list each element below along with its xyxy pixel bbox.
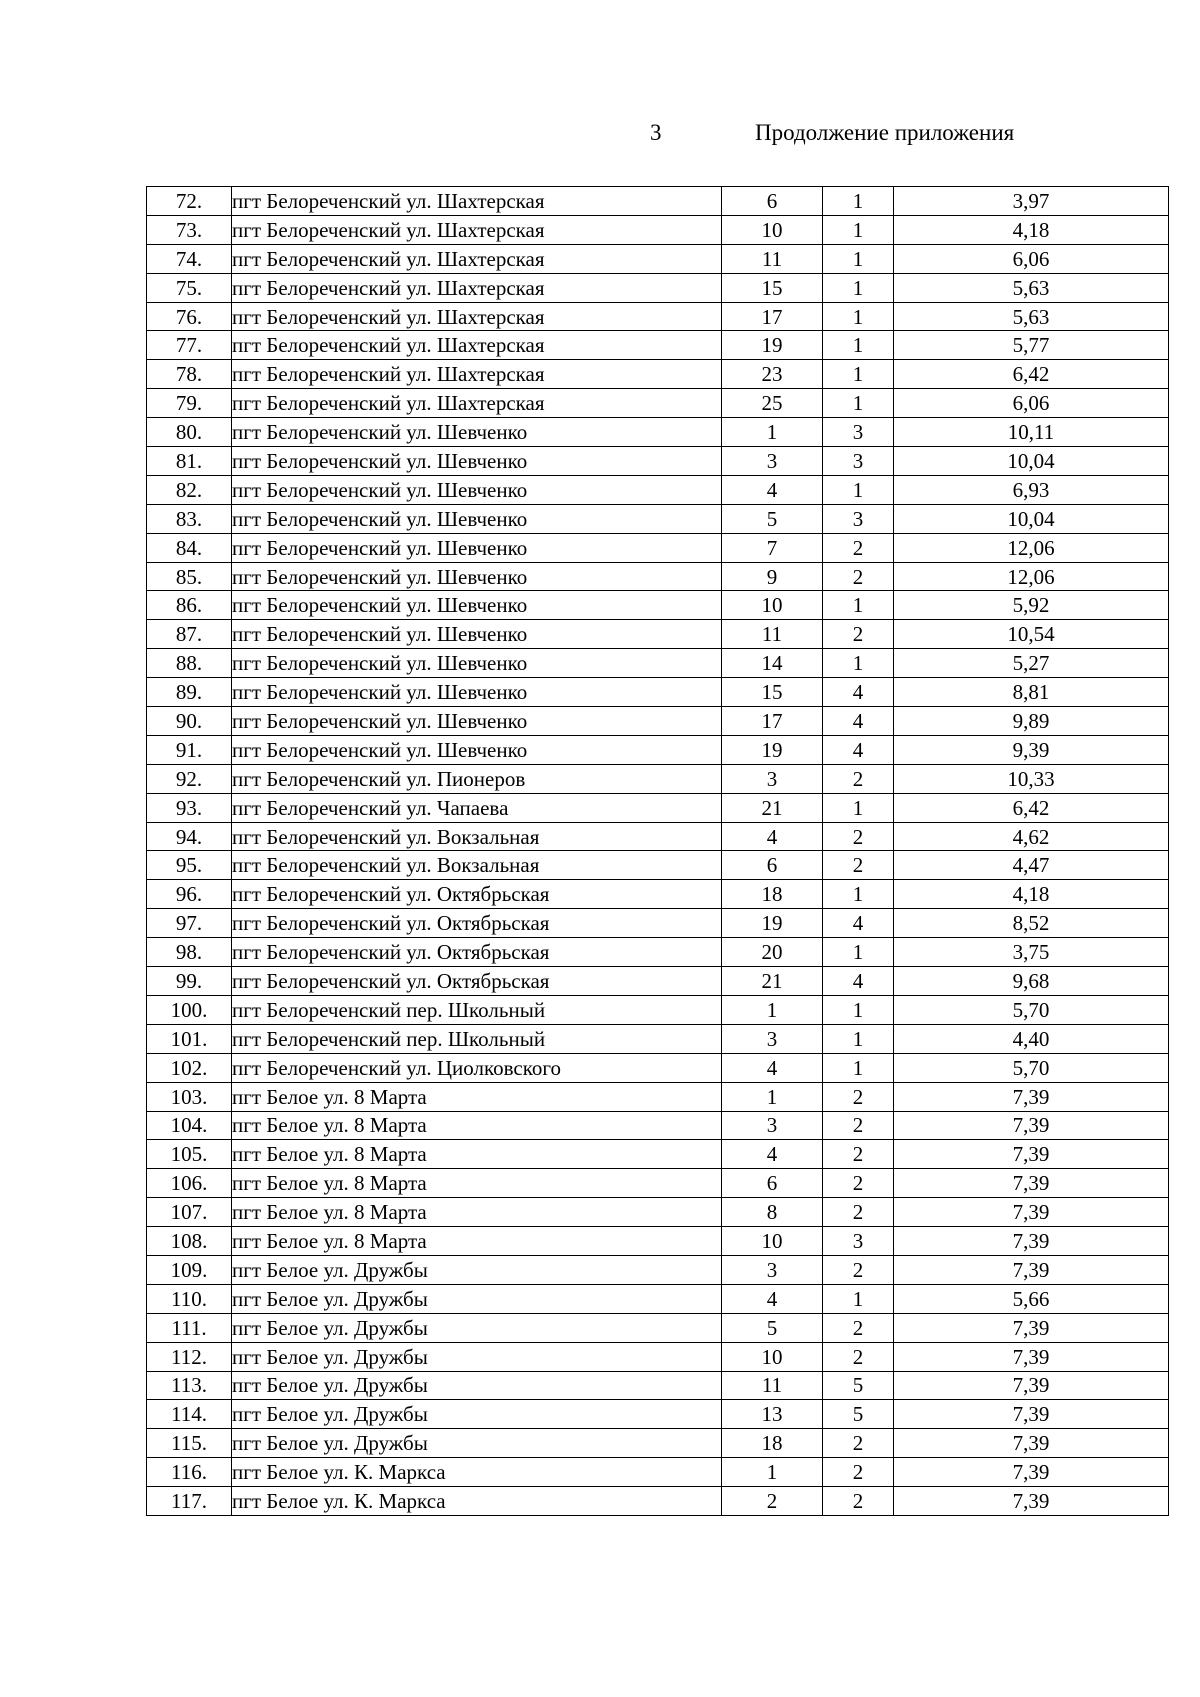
address-cell: пгт Белое ул. К. Маркса (232, 1458, 722, 1487)
table-row (147, 1284, 1169, 1313)
value-cell: 7,39 (894, 1140, 1169, 1169)
count-cell: 5 (823, 1371, 894, 1400)
table-row (147, 1255, 1169, 1284)
table-row (147, 302, 1169, 331)
count-cell: 1 (823, 793, 894, 822)
row-number-cell: 86. (147, 591, 232, 620)
house-number-cell: 3 (722, 1024, 823, 1053)
data-table (146, 186, 1169, 1516)
value-cell: 3,97 (894, 187, 1169, 216)
count-cell: 2 (823, 1487, 894, 1516)
value-cell: 7,39 (894, 1371, 1169, 1400)
value-cell: 7,39 (894, 1082, 1169, 1111)
address-cell: пгт Белореченский ул. Чапаева (232, 793, 722, 822)
house-number-cell: 1 (722, 1458, 823, 1487)
house-number-cell: 17 (722, 707, 823, 736)
count-cell: 1 (823, 880, 894, 909)
house-number-cell: 4 (722, 1284, 823, 1313)
count-cell: 1 (823, 1053, 894, 1082)
table-row (147, 793, 1169, 822)
table-row (147, 909, 1169, 938)
address-cell: пгт Белореченский ул. Октябрьская (232, 967, 722, 996)
count-cell: 2 (823, 1313, 894, 1342)
address-cell: пгт Белореченский ул. Циолковского (232, 1053, 722, 1082)
value-cell: 9,68 (894, 967, 1169, 996)
value-cell: 5,66 (894, 1284, 1169, 1313)
value-cell: 5,63 (894, 273, 1169, 302)
row-number-cell: 90. (147, 707, 232, 736)
table-row (147, 735, 1169, 764)
table-row (147, 215, 1169, 244)
value-cell: 7,39 (894, 1198, 1169, 1227)
address-cell: пгт Белореченский ул. Октябрьская (232, 909, 722, 938)
count-cell: 2 (823, 620, 894, 649)
table-row (147, 244, 1169, 273)
address-cell: пгт Белореченский ул. Шевченко (232, 533, 722, 562)
value-cell: 4,47 (894, 851, 1169, 880)
house-number-cell: 5 (722, 1313, 823, 1342)
row-number-cell: 116. (147, 1458, 232, 1487)
row-number-cell: 113. (147, 1371, 232, 1400)
row-number-cell: 78. (147, 360, 232, 389)
row-number-cell: 107. (147, 1198, 232, 1227)
row-number-cell: 83. (147, 504, 232, 533)
row-number-cell: 75. (147, 273, 232, 302)
house-number-cell: 11 (722, 244, 823, 273)
row-number-cell: 104. (147, 1111, 232, 1140)
value-cell: 7,39 (894, 1400, 1169, 1429)
value-cell: 6,42 (894, 793, 1169, 822)
house-number-cell: 10 (722, 1342, 823, 1371)
row-number-cell: 95. (147, 851, 232, 880)
address-cell: пгт Белореченский ул. Шевченко (232, 418, 722, 447)
table-row (147, 1429, 1169, 1458)
house-number-cell: 1 (722, 1082, 823, 1111)
table-body (147, 187, 1169, 1516)
value-cell: 6,06 (894, 389, 1169, 418)
value-cell: 5,92 (894, 591, 1169, 620)
value-cell: 5,70 (894, 1053, 1169, 1082)
value-cell: 9,89 (894, 707, 1169, 736)
house-number-cell: 14 (722, 649, 823, 678)
count-cell: 3 (823, 504, 894, 533)
table-row (147, 475, 1169, 504)
count-cell: 4 (823, 678, 894, 707)
house-number-cell: 6 (722, 187, 823, 216)
value-cell: 10,04 (894, 504, 1169, 533)
table-row (147, 1487, 1169, 1516)
table-row (147, 649, 1169, 678)
value-cell: 10,54 (894, 620, 1169, 649)
count-cell: 1 (823, 389, 894, 418)
house-number-cell: 6 (722, 851, 823, 880)
table-row (147, 418, 1169, 447)
address-cell: пгт Белореченский пер. Школьный (232, 995, 722, 1024)
count-cell: 2 (823, 1198, 894, 1227)
table-row (147, 1024, 1169, 1053)
row-number-cell: 111. (147, 1313, 232, 1342)
count-cell: 1 (823, 649, 894, 678)
table-row (147, 1342, 1169, 1371)
count-cell: 1 (823, 591, 894, 620)
count-cell: 1 (823, 1284, 894, 1313)
table-row (147, 504, 1169, 533)
count-cell: 2 (823, 764, 894, 793)
house-number-cell: 11 (722, 620, 823, 649)
address-cell: пгт Белореченский ул. Шахтерская (232, 187, 722, 216)
house-number-cell: 4 (722, 1140, 823, 1169)
row-number-cell: 77. (147, 331, 232, 360)
house-number-cell: 17 (722, 302, 823, 331)
table-row (147, 1053, 1169, 1082)
address-cell: пгт Белое ул. Дружбы (232, 1284, 722, 1313)
value-cell: 4,62 (894, 822, 1169, 851)
row-number-cell: 84. (147, 533, 232, 562)
address-cell: пгт Белое ул. К. Маркса (232, 1487, 722, 1516)
row-number-cell: 101. (147, 1024, 232, 1053)
value-cell: 3,75 (894, 938, 1169, 967)
house-number-cell: 15 (722, 678, 823, 707)
address-cell: пгт Белореченский ул. Октябрьская (232, 880, 722, 909)
table-row (147, 678, 1169, 707)
house-number-cell: 10 (722, 215, 823, 244)
value-cell: 12,06 (894, 533, 1169, 562)
table-row (147, 707, 1169, 736)
address-cell: пгт Белое ул. Дружбы (232, 1313, 722, 1342)
value-cell: 5,70 (894, 995, 1169, 1024)
table-row (147, 447, 1169, 476)
count-cell: 1 (823, 938, 894, 967)
address-cell: пгт Белое ул. 8 Марта (232, 1111, 722, 1140)
value-cell: 6,06 (894, 244, 1169, 273)
house-number-cell: 18 (722, 1429, 823, 1458)
row-number-cell: 79. (147, 389, 232, 418)
table-row (147, 1371, 1169, 1400)
count-cell: 4 (823, 967, 894, 996)
row-number-cell: 117. (147, 1487, 232, 1516)
table-row (147, 995, 1169, 1024)
house-number-cell: 5 (722, 504, 823, 533)
table-row (147, 562, 1169, 591)
page-caption: Продолжение приложения (755, 120, 1015, 145)
table-row (147, 1140, 1169, 1169)
value-cell: 6,42 (894, 360, 1169, 389)
row-number-cell: 93. (147, 793, 232, 822)
table-row (147, 851, 1169, 880)
count-cell: 1 (823, 215, 894, 244)
row-number-cell: 99. (147, 967, 232, 996)
house-number-cell: 18 (722, 880, 823, 909)
address-cell: пгт Белореченский ул. Шахтерская (232, 244, 722, 273)
table-row (147, 273, 1169, 302)
value-cell: 7,39 (894, 1313, 1169, 1342)
count-cell: 1 (823, 995, 894, 1024)
table-row (147, 880, 1169, 909)
house-number-cell: 15 (722, 273, 823, 302)
count-cell: 1 (823, 331, 894, 360)
value-cell: 5,27 (894, 649, 1169, 678)
row-number-cell: 89. (147, 678, 232, 707)
count-cell: 2 (823, 1429, 894, 1458)
house-number-cell: 25 (722, 389, 823, 418)
address-cell: пгт Белореченский ул. Шевченко (232, 591, 722, 620)
address-cell: пгт Белореченский ул. Вокзальная (232, 822, 722, 851)
house-number-cell: 9 (722, 562, 823, 591)
address-cell: пгт Белореченский пер. Школьный (232, 1024, 722, 1053)
value-cell: 5,63 (894, 302, 1169, 331)
house-number-cell: 11 (722, 1371, 823, 1400)
row-number-cell: 112. (147, 1342, 232, 1371)
house-number-cell: 1 (722, 418, 823, 447)
house-number-cell: 3 (722, 1255, 823, 1284)
count-cell: 2 (823, 1082, 894, 1111)
value-cell: 7,39 (894, 1169, 1169, 1198)
row-number-cell: 80. (147, 418, 232, 447)
row-number-cell: 85. (147, 562, 232, 591)
house-number-cell: 4 (722, 475, 823, 504)
house-number-cell: 3 (722, 1111, 823, 1140)
count-cell: 4 (823, 909, 894, 938)
address-cell: пгт Белореченский ул. Шевченко (232, 562, 722, 591)
address-cell: пгт Белое ул. 8 Марта (232, 1082, 722, 1111)
count-cell: 2 (823, 1255, 894, 1284)
value-cell: 8,81 (894, 678, 1169, 707)
row-number-cell: 82. (147, 475, 232, 504)
count-cell: 2 (823, 562, 894, 591)
house-number-cell: 19 (722, 735, 823, 764)
address-cell: пгт Белое ул. Дружбы (232, 1255, 722, 1284)
house-number-cell: 2 (722, 1487, 823, 1516)
address-cell: пгт Белореченский ул. Октябрьская (232, 938, 722, 967)
house-number-cell: 6 (722, 1169, 823, 1198)
house-number-cell: 13 (722, 1400, 823, 1429)
table-row (147, 187, 1169, 216)
table-row (147, 1313, 1169, 1342)
row-number-cell: 109. (147, 1255, 232, 1284)
row-number-cell: 114. (147, 1400, 232, 1429)
address-cell: пгт Белореченский ул. Шахтерская (232, 360, 722, 389)
table-row (147, 533, 1169, 562)
row-number-cell: 98. (147, 938, 232, 967)
address-cell: пгт Белореченский ул. Шевченко (232, 504, 722, 533)
house-number-cell: 23 (722, 360, 823, 389)
count-cell: 3 (823, 1227, 894, 1256)
address-cell: пгт Белореченский ул. Шахтерская (232, 389, 722, 418)
table-row (147, 764, 1169, 793)
value-cell: 12,06 (894, 562, 1169, 591)
address-cell: пгт Белое ул. 8 Марта (232, 1140, 722, 1169)
count-cell: 3 (823, 418, 894, 447)
count-cell: 2 (823, 822, 894, 851)
address-cell: пгт Белое ул. 8 Марта (232, 1169, 722, 1198)
value-cell: 7,39 (894, 1429, 1169, 1458)
house-number-cell: 3 (722, 764, 823, 793)
count-cell: 1 (823, 244, 894, 273)
address-cell: пгт Белореченский ул. Шевченко (232, 678, 722, 707)
value-cell: 7,39 (894, 1227, 1169, 1256)
row-number-cell: 110. (147, 1284, 232, 1313)
row-number-cell: 91. (147, 735, 232, 764)
table-row (147, 331, 1169, 360)
house-number-cell: 10 (722, 591, 823, 620)
row-number-cell: 81. (147, 447, 232, 476)
house-number-cell: 8 (722, 1198, 823, 1227)
address-cell: пгт Белореченский ул. Шевченко (232, 620, 722, 649)
row-number-cell: 96. (147, 880, 232, 909)
address-cell: пгт Белореченский ул. Шевченко (232, 447, 722, 476)
row-number-cell: 92. (147, 764, 232, 793)
value-cell: 8,52 (894, 909, 1169, 938)
count-cell: 2 (823, 1342, 894, 1371)
value-cell: 10,33 (894, 764, 1169, 793)
row-number-cell: 74. (147, 244, 232, 273)
table-row (147, 1082, 1169, 1111)
count-cell: 1 (823, 360, 894, 389)
count-cell: 1 (823, 302, 894, 331)
house-number-cell: 21 (722, 967, 823, 996)
address-cell: пгт Белореченский ул. Шевченко (232, 475, 722, 504)
value-cell: 7,39 (894, 1255, 1169, 1284)
row-number-cell: 94. (147, 822, 232, 851)
address-cell: пгт Белореченский ул. Шевченко (232, 649, 722, 678)
table-row (147, 1227, 1169, 1256)
value-cell: 6,93 (894, 475, 1169, 504)
value-cell: 5,77 (894, 331, 1169, 360)
count-cell: 4 (823, 707, 894, 736)
value-cell: 7,39 (894, 1487, 1169, 1516)
value-cell: 10,11 (894, 418, 1169, 447)
row-number-cell: 88. (147, 649, 232, 678)
row-number-cell: 108. (147, 1227, 232, 1256)
address-cell: пгт Белое ул. Дружбы (232, 1371, 722, 1400)
row-number-cell: 115. (147, 1429, 232, 1458)
table-row (147, 1198, 1169, 1227)
count-cell: 1 (823, 187, 894, 216)
value-cell: 7,39 (894, 1111, 1169, 1140)
table-row (147, 591, 1169, 620)
count-cell: 2 (823, 1140, 894, 1169)
row-number-cell: 72. (147, 187, 232, 216)
row-number-cell: 106. (147, 1169, 232, 1198)
address-cell: пгт Белореченский ул. Шевченко (232, 735, 722, 764)
count-cell: 5 (823, 1400, 894, 1429)
table-row (147, 967, 1169, 996)
count-cell: 2 (823, 533, 894, 562)
address-cell: пгт Белое ул. Дружбы (232, 1400, 722, 1429)
address-cell: пгт Белореченский ул. Вокзальная (232, 851, 722, 880)
count-cell: 1 (823, 475, 894, 504)
address-cell: пгт Белореченский ул. Шахтерская (232, 273, 722, 302)
table-row (147, 389, 1169, 418)
address-cell: пгт Белореченский ул. Шахтерская (232, 215, 722, 244)
count-cell: 1 (823, 273, 894, 302)
value-cell: 10,04 (894, 447, 1169, 476)
table-row (147, 620, 1169, 649)
value-cell: 7,39 (894, 1342, 1169, 1371)
value-cell: 4,18 (894, 215, 1169, 244)
address-cell: пгт Белореченский ул. Пионеров (232, 764, 722, 793)
page-number: 3 (650, 120, 662, 145)
house-number-cell: 7 (722, 533, 823, 562)
table-row (147, 938, 1169, 967)
address-cell: пгт Белое ул. Дружбы (232, 1342, 722, 1371)
table-row (147, 360, 1169, 389)
row-number-cell: 105. (147, 1140, 232, 1169)
house-number-cell: 1 (722, 995, 823, 1024)
house-number-cell: 21 (722, 793, 823, 822)
count-cell: 1 (823, 1024, 894, 1053)
row-number-cell: 73. (147, 215, 232, 244)
house-number-cell: 20 (722, 938, 823, 967)
address-cell: пгт Белореченский ул. Шахтерская (232, 331, 722, 360)
value-cell: 4,40 (894, 1024, 1169, 1053)
house-number-cell: 3 (722, 447, 823, 476)
table-row (147, 822, 1169, 851)
table-row (147, 1458, 1169, 1487)
address-cell: пгт Белое ул. 8 Марта (232, 1227, 722, 1256)
house-number-cell: 19 (722, 909, 823, 938)
row-number-cell: 76. (147, 302, 232, 331)
count-cell: 3 (823, 447, 894, 476)
house-number-cell: 4 (722, 822, 823, 851)
house-number-cell: 4 (722, 1053, 823, 1082)
table-row (147, 1111, 1169, 1140)
value-cell: 4,18 (894, 880, 1169, 909)
row-number-cell: 87. (147, 620, 232, 649)
count-cell: 4 (823, 735, 894, 764)
address-cell: пгт Белореченский ул. Шевченко (232, 707, 722, 736)
count-cell: 2 (823, 1169, 894, 1198)
row-number-cell: 102. (147, 1053, 232, 1082)
row-number-cell: 100. (147, 995, 232, 1024)
row-number-cell: 97. (147, 909, 232, 938)
house-number-cell: 10 (722, 1227, 823, 1256)
house-number-cell: 19 (722, 331, 823, 360)
address-cell: пгт Белое ул. Дружбы (232, 1429, 722, 1458)
table-row (147, 1400, 1169, 1429)
count-cell: 2 (823, 851, 894, 880)
count-cell: 2 (823, 1458, 894, 1487)
address-cell: пгт Белое ул. 8 Марта (232, 1198, 722, 1227)
table-row (147, 1169, 1169, 1198)
value-cell: 7,39 (894, 1458, 1169, 1487)
value-cell: 9,39 (894, 735, 1169, 764)
count-cell: 2 (823, 1111, 894, 1140)
address-cell: пгт Белореченский ул. Шахтерская (232, 302, 722, 331)
row-number-cell: 103. (147, 1082, 232, 1111)
